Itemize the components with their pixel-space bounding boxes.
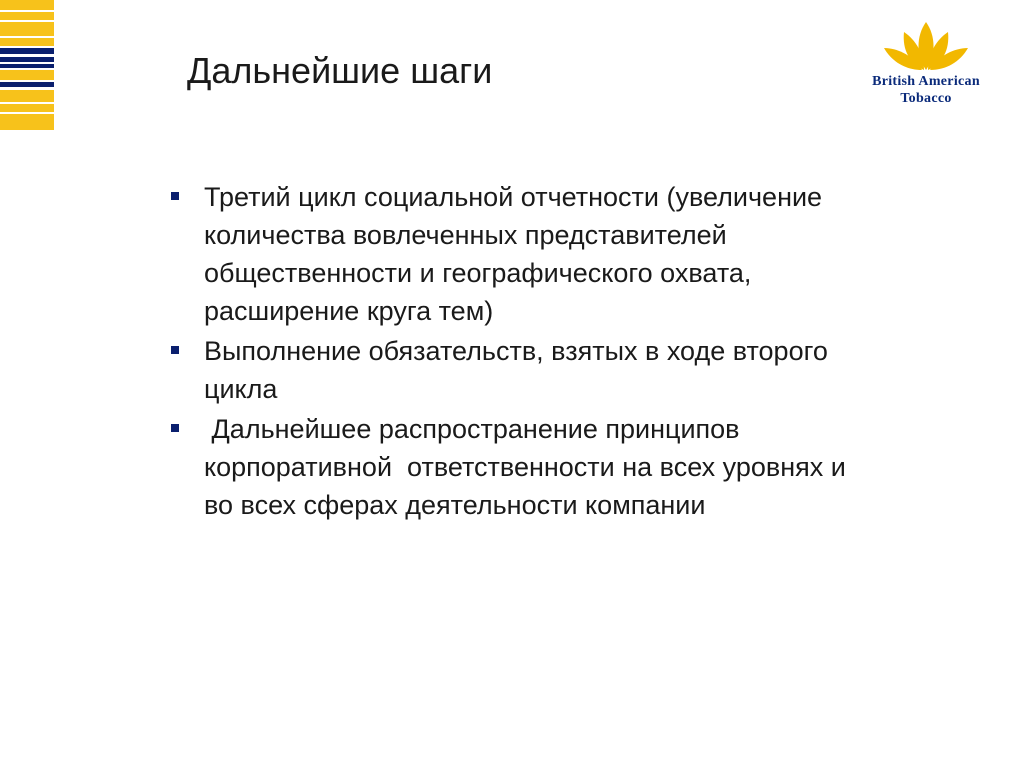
slide-title: Дальнейшие шаги: [187, 50, 493, 91]
logo-line-1: British American: [872, 74, 980, 89]
square-bullet-icon: [171, 192, 179, 200]
bullet-item: [170, 410, 860, 524]
bullet-text: Выполнение обязательств, взятых в ходе второго цикла: [204, 336, 836, 404]
square-bullet-icon: [171, 346, 179, 354]
logo-line-2: Tobacco: [900, 91, 952, 106]
bullet-item: [170, 332, 860, 408]
decorative-stripes: [0, 0, 54, 130]
logo-text: [848, 73, 1004, 107]
bullet-text: Дальнейшее распространение принципов корпоративной ответственности на всех уровнях и во всех сферах деятельности компании: [204, 414, 854, 520]
bullet-item: [170, 178, 860, 330]
company-logo: [848, 20, 1004, 120]
square-bullet-icon: [171, 424, 179, 432]
bullet-list: [170, 178, 860, 526]
leaf-logo-icon: [880, 20, 972, 72]
bullet-text: Третий цикл социальной отчетности (увеличение количества вовлеченных представителей общественности и географического охвата, расширение круга тем): [204, 182, 830, 326]
